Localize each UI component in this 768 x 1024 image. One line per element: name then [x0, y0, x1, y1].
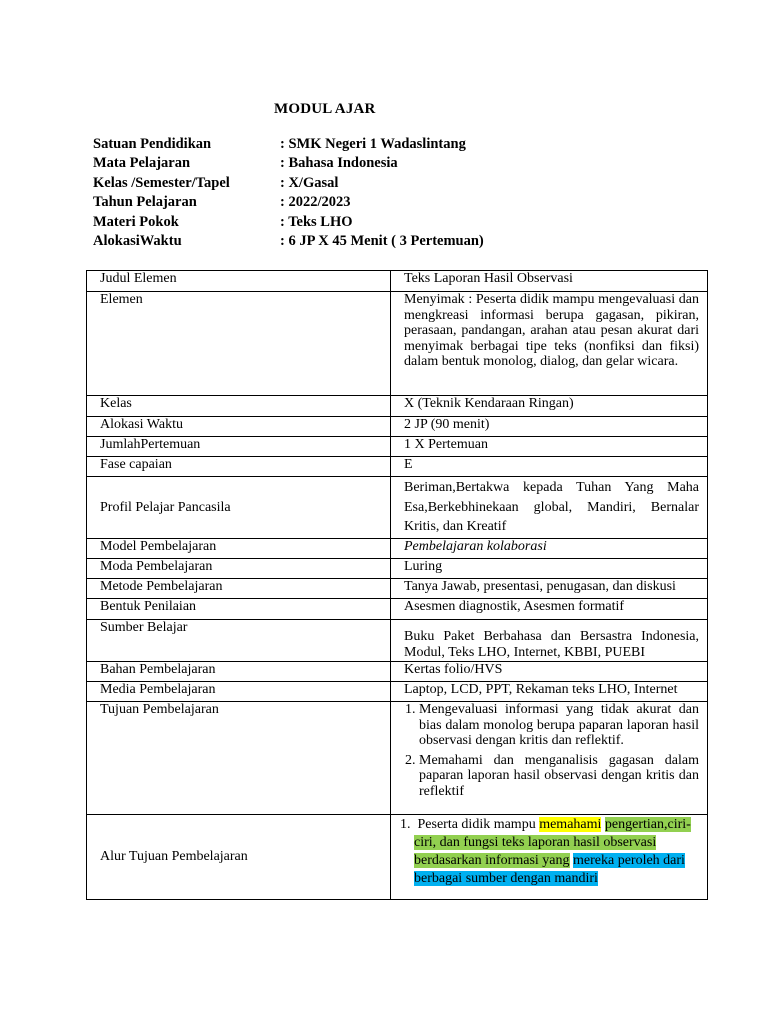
row-value: Tanya Jawab, presentasi, penugasan, dan diskusi [391, 579, 708, 599]
row-label: Alur Tujuan Pembelajaran [87, 815, 391, 900]
row-label: Moda Pembelajaran [87, 559, 391, 579]
module-table [86, 270, 708, 900]
row-value: Teks Laporan Hasil Observasi [391, 271, 708, 292]
table-row-metode-pembelajaran [87, 579, 708, 599]
info-value: : X/Gasal [280, 174, 339, 191]
info-value: : Bahasa Indonesia [280, 155, 398, 172]
table-row-judul-elemen [87, 271, 708, 292]
row-label: JumlahPertemuan [87, 437, 391, 457]
info-label: Materi Pokok [93, 213, 179, 230]
table-row-kelas [87, 396, 708, 417]
row-label: Fase capaian [87, 457, 391, 477]
row-value [391, 815, 708, 900]
alur-text-highlight-yellow: memahami [539, 817, 602, 832]
list-number: 1. [400, 817, 411, 832]
row-value: Asesmen diagnostik, Asesmen formatif [391, 599, 708, 620]
row-value: X (Teknik Kendaraan Ringan) [391, 396, 708, 417]
table-row-elemen [87, 292, 708, 396]
table-row-fase-capaian [87, 457, 708, 477]
table-row-moda-pembelajaran [87, 559, 708, 579]
row-value: Laptop, LCD, PPT, Rekaman teks LHO, Internet [391, 682, 708, 702]
row-label: Kelas [87, 396, 391, 417]
info-row-satuan-pendidikan [93, 135, 693, 154]
table-row-tujuan-pembelajaran [87, 702, 708, 815]
row-label: Tujuan Pembelajaran [87, 702, 391, 815]
list-item: 1. Mengevaluasi informasi yang tidak akurat dan bias dalam monolog berupa paparan laporan hasil observasi dengan kritis dan reflektif. [419, 702, 699, 749]
info-row-materi-pokok [93, 213, 693, 232]
row-value: Luring [391, 559, 708, 579]
info-row-kelas-semester [93, 174, 693, 193]
row-label: Media Pembelajaran [87, 682, 391, 702]
alur-text-plain: Peserta didik mampu [417, 817, 536, 832]
info-label: AlokasiWaktu [93, 232, 182, 249]
row-value: Pembelajaran kolaborasi [391, 539, 708, 559]
table-row-sumber-belajar [87, 620, 708, 662]
info-value: : 6 JP X 45 Menit ( 3 Pertemuan) [280, 232, 484, 249]
table-row-media-pembelajaran [87, 682, 708, 702]
row-value: Beriman,Bertakwa kepada Tuhan Yang Maha Esa,Berkebhinekaan global, Mandiri, Bernalar Kritis, dan Kreatif [391, 477, 708, 539]
row-label: Profil Pelajar Pancasila [87, 477, 391, 539]
list-item: 2. Memahami dan menganalisis gagasan dalam paparan laporan hasil observasi dengan kritis dan reflektif [419, 753, 699, 800]
table-row-profil-pelajar [87, 477, 708, 539]
table-row-model-pembelajaran [87, 539, 708, 559]
table-row-alokasi-waktu [87, 417, 708, 437]
table-row-bentuk-penilaian [87, 599, 708, 620]
info-label: Kelas /Semester/Tapel [93, 174, 230, 191]
info-value: : 2022/2023 [280, 194, 351, 211]
row-value: 2 JP (90 menit) [391, 417, 708, 437]
document-title: MODUL AJAR [274, 101, 376, 117]
row-label: Metode Pembelajaran [87, 579, 391, 599]
info-row-alokasi-waktu [93, 232, 693, 251]
info-row-tahun-pelajaran [93, 193, 693, 212]
info-label: Mata Pelajaran [93, 155, 191, 172]
row-value: 1 X Pertemuan [391, 437, 708, 457]
table-row-bahan-pembelajaran [87, 662, 708, 682]
row-label: Elemen [87, 292, 391, 396]
row-value: E [391, 457, 708, 477]
row-value: Menyimak : Peserta didik mampu mengevaluasi dan mengkreasi informasi berupa gagasan, pikiran, perasaan, pandangan, arahan atau pesan akurat dari menyimak berbagai tipe teks (nonfiksi dan fiksi) dalam bentuk monolog, dialog, dan gelar wicara. [391, 292, 708, 396]
row-label: Bentuk Penilaian [87, 599, 391, 620]
alur-item [396, 816, 699, 888]
row-label: Judul Elemen [87, 271, 391, 292]
info-value: : Teks LHO [280, 213, 353, 230]
info-row-mata-pelajaran [93, 154, 693, 173]
module-info [93, 135, 693, 251]
info-label: Satuan Pendidikan [93, 136, 212, 152]
alur-text-highlight-blue: mereka peroleh dari berbagai sumber dengan mandiri [414, 853, 685, 886]
row-label: Sumber Belajar [87, 620, 391, 662]
row-label: Bahan Pembelajaran [87, 662, 391, 682]
row-value: Kertas folio/HVS [391, 662, 708, 682]
info-label: Tahun Pelajaran [93, 194, 197, 211]
table-row-jumlah-pertemuan [87, 437, 708, 457]
table-row-alur-tujuan [87, 815, 708, 900]
info-value: : SMK Negeri 1 Wadaslintang [280, 136, 466, 152]
row-value: Buku Paket Berbahasa dan Bersastra Indonesia, Modul, Teks LHO, Internet, KBBI, PUEBI [391, 620, 708, 662]
row-label: Model Pembelajaran [87, 539, 391, 559]
row-value [391, 702, 708, 815]
row-label: Alokasi Waktu [87, 417, 391, 437]
tujuan-list [393, 702, 699, 799]
alur-text-highlight-green: pengertian,ciri-ciri, dan fungsi teks laporan hasil observasi berdasarkan informasi yang [414, 817, 691, 868]
